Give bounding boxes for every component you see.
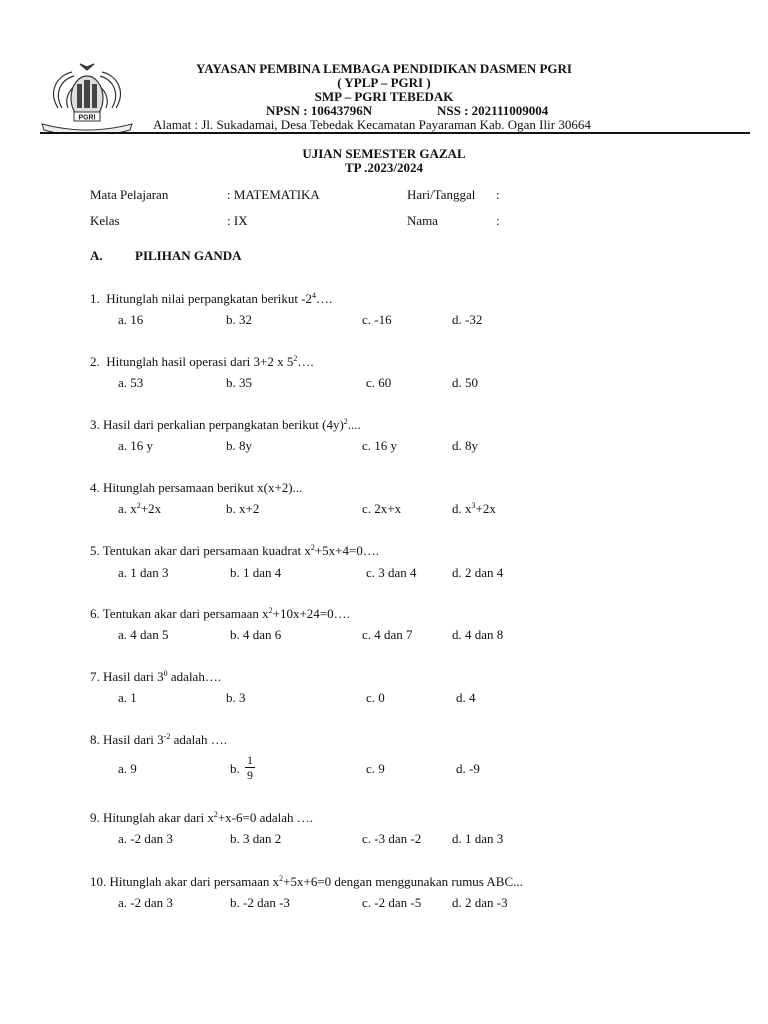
option-b: b. 3: [226, 690, 246, 705]
question-sup: 2: [310, 543, 315, 552]
option-b: b.: [230, 761, 240, 776]
option-c: c. 16 y: [362, 438, 398, 453]
question-5: [90, 543, 379, 559]
option-d: d. 4 dan 8: [452, 627, 504, 642]
question-9: [90, 810, 313, 826]
question-number: 10.: [90, 874, 107, 889]
question-text: Hitunglah hasil operasi dari 3+2 x 5: [106, 354, 294, 369]
school-address: Alamat : Jl. Sukadamai, Desa Tebedak Kecamatan Payaraman Kab. Ogan Ilir 30664: [153, 117, 591, 132]
question-10: [90, 874, 523, 890]
foundation-abbrev: ( YPLP – PGRI ): [337, 75, 431, 90]
question-number: 7.: [90, 669, 100, 684]
option-b: b. 4 dan 6: [230, 627, 282, 642]
question-text: Hasil dari 3: [103, 732, 164, 747]
exam-year: TP .2023/2024: [344, 160, 423, 175]
option-a: a. $x^2+2x$: [118, 501, 162, 516]
option-d: d. 1 dan 3: [452, 831, 504, 846]
name-label: Nama: [407, 213, 439, 228]
day-value: :: [496, 187, 500, 202]
question-text: Hitunglah nilai perpangkatan berikut -2: [106, 291, 313, 306]
question-text: Hasil dari 3: [103, 669, 164, 684]
question-text-end: ….: [316, 291, 333, 306]
class-label: Kelas: [90, 213, 120, 228]
question-text-end: ....: [347, 417, 361, 432]
question-text-end: +x-6=0 adalah ….: [217, 810, 313, 825]
question-number: 2.: [90, 354, 100, 369]
day-label: Hari/Tanggal: [407, 187, 476, 202]
nss: NSS : 202111009004: [437, 103, 549, 118]
option-b: b. 35: [226, 375, 252, 390]
question-7: [90, 669, 221, 685]
option-d: d. 50: [452, 375, 478, 390]
question-sup: 2: [293, 354, 298, 363]
option-a: a. 1: [118, 690, 137, 705]
question-sup: 0: [163, 669, 168, 678]
option-b: b. 1 dan 4: [230, 565, 282, 580]
exam-title: UJIAN SEMESTER GAZAL: [302, 146, 466, 161]
option-b: b. 8y: [226, 438, 252, 453]
section-title: PILIHAN GANDA: [135, 248, 242, 263]
question-number: 1.: [90, 291, 100, 306]
question-sup: -2: [163, 732, 171, 741]
section-letter: A.: [90, 248, 103, 263]
question-4: [90, 480, 302, 496]
question-text-end: ….: [297, 354, 314, 369]
question-sup: 2: [343, 417, 348, 426]
option-c: c. 3 dan 4: [366, 565, 417, 580]
option-d: d. 2 dan -3: [452, 895, 508, 910]
logo-text: PGRI: [78, 114, 96, 122]
question-number: 9.: [90, 810, 100, 825]
question-text-end: +5x+4=0….: [314, 543, 380, 558]
question-text-end: adalah ….: [170, 732, 227, 747]
question-number: 6.: [90, 606, 100, 621]
option-a: a. 9: [118, 761, 137, 776]
option-d: d. $x^3+2x$: [452, 501, 496, 516]
option-a: a. 16 y: [118, 438, 154, 453]
question-number: 8.: [90, 732, 100, 747]
option-a: a. 1 dan 3: [118, 565, 169, 580]
question-text-end: +5x+6=0 dengan menggunakan rumus ABC...: [283, 874, 523, 889]
option-a: a. -2 dan 3: [118, 831, 173, 846]
foundation-name: YAYASAN PEMBINA LEMBAGA PENDIDIKAN DASMEN PGRI: [196, 61, 572, 76]
option-c: c. -16: [362, 312, 392, 327]
option-d: d. -32: [452, 312, 483, 327]
option-a: a. 4 dan 5: [118, 627, 169, 642]
option-b: b. -2 dan -3: [230, 895, 290, 910]
question-sup: 4: [312, 291, 317, 300]
question-2: [90, 354, 314, 370]
school-name: SMP – PGRI TEBEDAK: [314, 89, 454, 104]
question-text: Hasil dari perkalian perpangkatan berikut (4y): [103, 417, 344, 432]
class-value: : IX: [227, 213, 248, 228]
subject-label: Mata Pelajaran: [90, 187, 169, 202]
name-value: :: [496, 213, 500, 228]
option-d: d. 8y: [452, 438, 478, 453]
question-text-end: +10x+24=0….: [272, 606, 350, 621]
question-text: Tentukan akar dari persamaan x: [102, 606, 269, 621]
question-text: Hitunglah persamaan berikut x(x+2)...: [103, 480, 303, 495]
subject-value: : MATEMATIKA: [227, 187, 320, 202]
question-number: 4.: [90, 480, 100, 495]
fraction-denominator: 9: [247, 768, 253, 782]
option-d: d. 4: [456, 690, 476, 705]
option-d: d. -9: [456, 761, 480, 776]
option-c: c. 2x+x: [362, 501, 402, 516]
option-c: c. 60: [366, 375, 392, 390]
question-1: [90, 291, 332, 307]
question-text: Hitunglah akar dari x: [103, 810, 214, 825]
option-c: c. 0: [366, 690, 385, 705]
option-b: b. 32: [226, 312, 252, 327]
question-text-end: adalah….: [167, 669, 222, 684]
option-b: b. x+2: [226, 501, 260, 516]
fraction-one-ninth: [245, 754, 255, 781]
question-sup: 2: [213, 810, 218, 819]
option-a: a. 53: [118, 375, 144, 390]
fraction-numerator: 1: [247, 753, 253, 767]
option-c: c. -2 dan -5: [362, 895, 422, 910]
option-c: c. 9: [366, 761, 385, 776]
question-text: Tentukan akar dari persamaan kuadrat x: [102, 543, 311, 558]
option-b: b. 3 dan 2: [230, 831, 282, 846]
option-d: d. 2 dan 4: [452, 565, 504, 580]
option-a: a. -2 dan 3: [118, 895, 173, 910]
header-divider: [40, 132, 750, 134]
question-3: [90, 417, 361, 433]
question-sup: 2: [268, 606, 273, 615]
question-sup: 2: [279, 874, 284, 883]
option-a: a. 16: [118, 312, 144, 327]
question-number: 3.: [90, 417, 100, 432]
question-8: [90, 732, 227, 748]
option-c: c. 4 dan 7: [362, 627, 413, 642]
question-6: [90, 606, 350, 622]
question-number: 5.: [90, 543, 100, 558]
npsn: NPSN : 10643796N: [266, 103, 373, 118]
question-text: Hitunglah akar dari persamaan x: [109, 874, 280, 889]
option-c: c. -3 dan -2: [362, 831, 422, 846]
